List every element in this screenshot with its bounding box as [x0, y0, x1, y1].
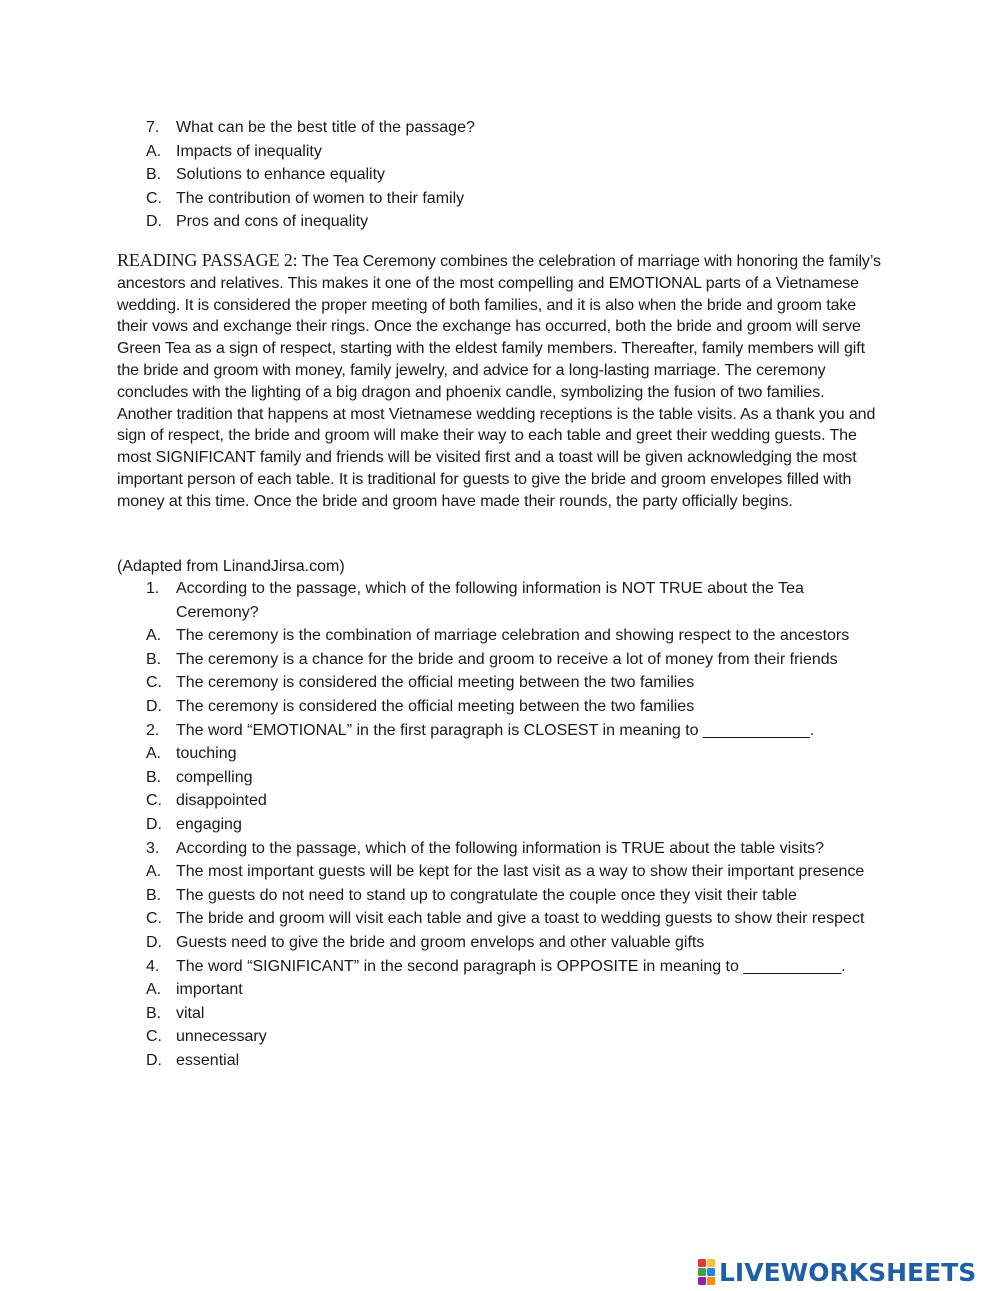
item-marker: D. [146, 213, 162, 231]
option-item [146, 978, 886, 1002]
logo-blocks-icon [698, 1259, 715, 1285]
question-item [146, 719, 886, 743]
logo-block [707, 1268, 715, 1276]
option-item [146, 1049, 886, 1073]
option-text: touching [176, 745, 237, 763]
option-text: The ceremony is considered the official meeting between the two families [176, 697, 695, 715]
passage-paragraph-1 [117, 250, 882, 404]
item-marker: 3. [146, 839, 160, 857]
option-text: The ceremony is considered the official meeting between the two families [176, 674, 695, 692]
option-item [146, 1002, 886, 1026]
item-marker: B. [146, 650, 162, 668]
item-marker: A. [146, 745, 162, 763]
item-marker: B. [146, 886, 162, 904]
question-7 [146, 116, 886, 140]
reading-passage-2 [117, 250, 882, 513]
option-text: Solutions to enhance equality [176, 166, 386, 184]
logo-block [698, 1259, 706, 1267]
item-marker: D. [146, 697, 162, 715]
option-item [146, 813, 886, 837]
option-d [146, 210, 886, 234]
option-text: Guests need to give the bride and groom envelops and other valuable gifts [176, 933, 705, 951]
item-marker: 4. [146, 957, 160, 975]
question-7-block [146, 116, 886, 234]
item-marker: A. [146, 627, 162, 645]
option-item [146, 766, 886, 790]
paragraph-1-text: The Tea Ceremony combines the celebration of marriage with honoring the family’s ancestors and relatives. This makes it one of the most compelling and EMOTIONAL parts of a Vietnamese wedding. It is considered the proper meeting of both families, and it is also when the bride and groom take their vows and exchange their rings. Once the exchange has occurred, both the bride and groom will serve Green Tea as a sign of respect, starting with the eldest family members. Thereafter, family members will gift the bride and groom with money, family jewelry, and advice for a long-lasting marriage. The ceremony concludes with the lighting of a big dragon and phoenix candle, symbolizing the fusion of two families. [117, 253, 881, 401]
option-item [146, 671, 886, 695]
option-item [146, 742, 886, 766]
option-item [146, 648, 886, 672]
item-marker: B. [146, 1004, 162, 1022]
question-text: The word “EMOTIONAL” in the first paragraph is CLOSEST in meaning to ____________. [176, 721, 815, 739]
option-text: Pros and cons of inequality [176, 213, 369, 231]
option-text: The bride and groom will visit each table and give a toast to wedding guests to show their respect [176, 910, 865, 928]
item-marker: B. [146, 768, 162, 786]
question-item [146, 955, 886, 979]
option-text: unnecessary [176, 1028, 267, 1046]
option-item [146, 884, 886, 908]
item-marker: A. [146, 863, 162, 881]
liveworksheets-logo [698, 1254, 976, 1290]
item-marker: D. [146, 815, 162, 833]
question-text: The word “SIGNIFICANT” in the second paragraph is OPPOSITE in meaning to ___________. [176, 957, 846, 975]
option-text: engaging [176, 815, 242, 833]
item-marker: C. [146, 792, 162, 810]
item-marker: C. [146, 189, 162, 207]
question-item [146, 837, 886, 861]
question-item [146, 577, 886, 624]
option-text: The most important guests will be kept for the last visit as a way to show their important presence [176, 863, 865, 881]
logo-block [707, 1277, 715, 1285]
item-marker: A. [146, 981, 162, 999]
option-text: Impacts of inequality [176, 142, 322, 160]
item-marker: D. [146, 933, 162, 951]
option-text: essential [176, 1051, 240, 1069]
logo-block [698, 1268, 706, 1276]
logo-text: LIVEWORKSHEETS [719, 1257, 977, 1287]
option-text: disappointed [176, 792, 267, 810]
item-marker: 1. [146, 580, 160, 597]
option-item [146, 695, 886, 719]
option-text: The ceremony is the combination of marriage celebration and showing respect to the ancestors [176, 627, 850, 645]
questions-block [146, 577, 886, 1072]
option-text: The contribution of women to their family [176, 189, 465, 207]
question-text: What can be the best title of the passage? [176, 119, 475, 136]
option-text: vital [176, 1004, 205, 1022]
option-text: important [176, 981, 243, 999]
option-item [146, 1025, 886, 1049]
option-b [146, 163, 886, 187]
passage-paragraph-2: Another tradition that happens at most Vietnamese wedding receptions is the table visits. As a thank you and sign of respect, the bride and groom will make their way to each table and greet their wedding guests. The most SIGNIFICANT family and friends will be visited first and a toast will be given acknowledging the most important person of each table. It is traditional for guests to give the bride and groom envelopes filled with money at this time. Once the bride and groom have made their rounds, the party officially begins. [117, 405, 876, 510]
item-marker: A. [146, 142, 162, 160]
item-marker: 7. [146, 119, 160, 136]
option-text: The guests do not need to stand up to congratulate the couple once they visit their table [176, 886, 797, 904]
option-text: The ceremony is a chance for the bride and groom to receive a lot of money from their friends [176, 650, 838, 668]
option-text: compelling [176, 768, 253, 786]
option-item [146, 860, 886, 884]
item-marker: C. [146, 1028, 162, 1046]
item-marker: C. [146, 910, 162, 928]
option-item [146, 907, 886, 931]
question-text: According to the passage, which of the following information is NOT TRUE about the Tea Ceremony? [176, 580, 804, 621]
passage-heading: READING PASSAGE 2: [117, 250, 298, 270]
option-a [146, 140, 886, 164]
option-c [146, 187, 886, 211]
option-item [146, 624, 886, 648]
option-item [146, 931, 886, 955]
logo-block [707, 1259, 715, 1267]
item-marker: C. [146, 674, 162, 692]
option-item [146, 789, 886, 813]
item-marker: 2. [146, 721, 160, 739]
logo-block [698, 1277, 706, 1285]
item-marker: B. [146, 166, 162, 184]
question-text: According to the passage, which of the following information is TRUE about the table visits? [176, 839, 825, 857]
item-marker: D. [146, 1051, 162, 1069]
passage-source: (Adapted from LinandJirsa.com) [117, 558, 345, 575]
